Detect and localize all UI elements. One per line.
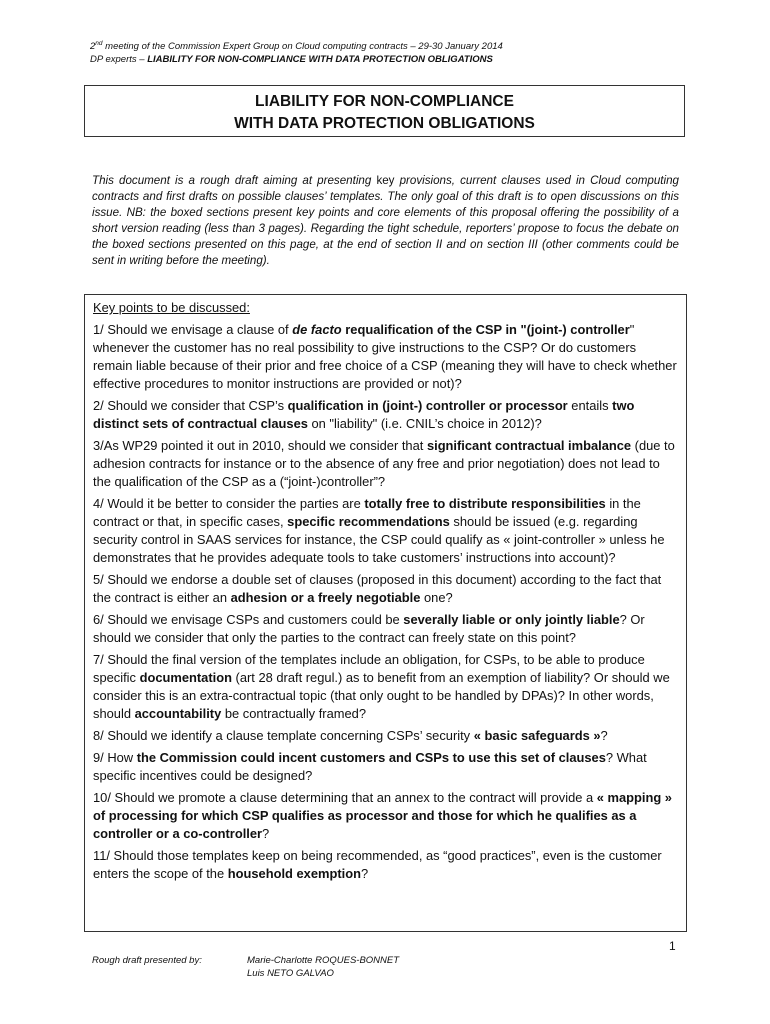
header-meeting-line: 2nd meeting of the Commission Expert Group on Cloud computing contracts – 29-30 January 2014 bbox=[90, 40, 503, 52]
page-title-line-2: WITH DATA PROTECTION OBLIGATIONS bbox=[234, 115, 535, 132]
key-points-title: Key points to be discussed: bbox=[93, 300, 250, 315]
footer-author: Marie-Charlotte ROQUES-BONNET bbox=[247, 955, 400, 966]
question-11: 11/ Should those templates keep on being recommended, as “good practices”, even is the customer enters the scope of the household exemption? bbox=[93, 848, 662, 881]
question-2: 2/ Should we consider that CSP’s qualification in (joint-) controller or processor entails two distinct sets of contractual clauses on "liability" (i.e. CNIL’s choice in 2012)? bbox=[93, 398, 635, 431]
footer-label: Rough draft presented by: bbox=[92, 955, 202, 966]
footer-authors bbox=[247, 954, 399, 980]
question-7: 7/ Should the final version of the templates include an obligation, for CSPs, to be able to produce specific documentation (art 28 draft regul.) as to benefit from an exemption of liability? Or should we consider this is an extra-contractual topic (that only ought to be handled by DPAs)? In other words, should accountability be contractually framed? bbox=[93, 652, 670, 721]
key-points-box bbox=[84, 294, 687, 932]
intro-paragraph: This document is a rough draft aiming at presenting key provisions, current clauses used in Cloud computing contracts and first drafts on possible clauses’ templates. The only goal of this draft is to open discussions on this issue. NB: the boxed sections present key points and core elements of this proposal offering the possibility of a short version reading (less than 3 pages). Regarding the tight schedule, reporters’ propose to focus the debate on the boxed sections presented on this page, at the end of section II and on section III (other comments could be sent in writing before the meeting). bbox=[92, 174, 679, 267]
question-8: 8/ Should we identify a clause template concerning CSPs’ security « basic safeguards »? bbox=[93, 728, 608, 743]
page-title-line-1: LIABILITY FOR NON-COMPLIANCE bbox=[255, 93, 514, 110]
title-box bbox=[84, 85, 685, 137]
footer-author: Luis NETO GALVAO bbox=[247, 968, 334, 979]
page-number: 1 bbox=[669, 939, 676, 953]
question-9: 9/ How the Commission could incent customers and CSPs to use this set of clauses? What specific incentives could be designed? bbox=[93, 750, 647, 783]
question-5: 5/ Should we endorse a double set of clauses (proposed in this document) according to the fact that the contract is either an adhesion or a freely negotiable one? bbox=[93, 572, 662, 605]
question-10: 10/ Should we promote a clause determining that an annex to the contract will provide a « mapping » of processing for which CSP qualifies as processor and those for which he qualifies as a controller or a co-controller? bbox=[93, 790, 672, 841]
question-3: 3/As WP29 pointed it out in 2010, should we consider that significant contractual imbalance (due to adhesion contracts for instance or to the absence of any free and prior negotiation) does not lead to the qualification of the CSP as a (“joint-)controller”? bbox=[93, 438, 675, 489]
ordinal-suffix: nd bbox=[95, 40, 103, 47]
question-1: 1/ Should we envisage a clause of de facto requalification of the CSP in "(joint-) controller" whenever the customer has no real possibility to give instructions to the CSP? Or do customers remain liable because of their prior and free choice of a CSP (meaning they will have to check whether effective procedures to monitor instructions are provided or not)? bbox=[93, 322, 677, 391]
question-4: 4/ Would it be better to consider the parties are totally free to distribute responsibilities in the contract or that, in specific cases, specific recommendations should be issued (e.g. regarding security control in SAAS services for instance, the CSP could qualify as « joint-controller » unless he demonstrates that he provides adequate tools to take customers’ instructions into account)? bbox=[93, 496, 665, 565]
header-topic-line: DP experts – LIABILITY FOR NON-COMPLIANCE WITH DATA PROTECTION OBLIGATIONS bbox=[90, 54, 493, 65]
question-6: 6/ Should we envisage CSPs and customers could be severally liable or only jointly liable? Or should we consider that only the parties to the contract can freely state on this point? bbox=[93, 612, 645, 645]
document-header bbox=[90, 40, 690, 66]
